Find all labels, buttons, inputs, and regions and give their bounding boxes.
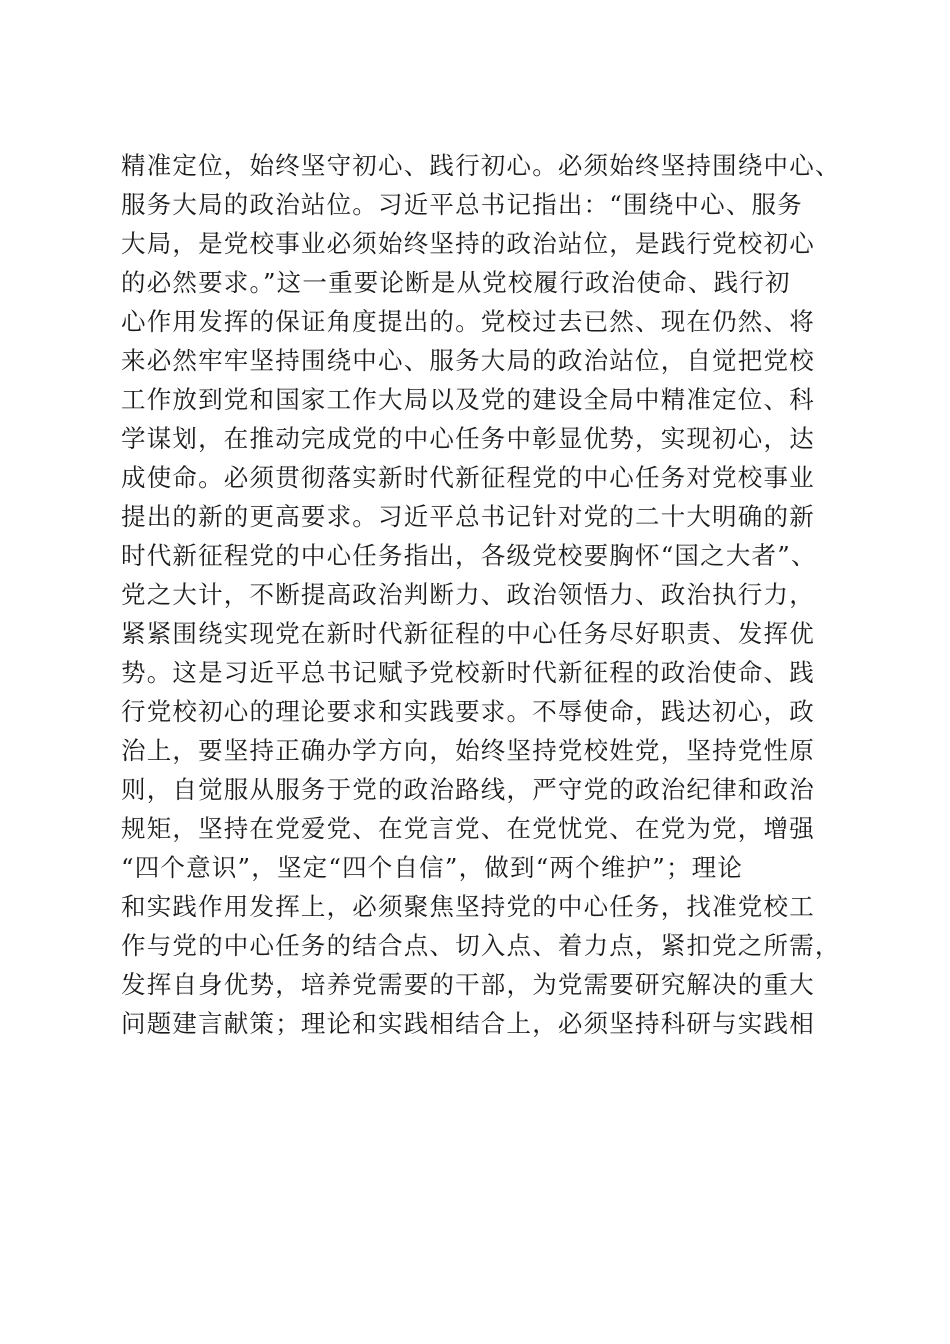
text-line-22: 发挥自身优势，培养党需要的干部，为党需要研究解决的重大 [121,970,815,999]
text-line-11: 时代新征程党的中心任务指出，各级党校要胸怀“国之大者”、 [121,541,817,570]
text-line-8: 学谋划，在推动完成党的中心任务中彰显优势，实现初心，达 [121,424,815,453]
text-line-7: 工作放到党和国家工作大局以及党的建设全局中精准定位、科 [121,385,815,414]
text-line-10: 提出的新的更高要求。习近平总书记针对党的二十大明确的新 [121,502,815,531]
text-line-20: 和实践作用发挥上，必须聚焦坚持党的中心任务，找准党校工 [121,892,815,921]
text-line-6: 来必然牢牢坚持围绕中心、服务大局的政治站位，自觉把党校 [121,346,815,375]
text-line-18: 规矩，坚持在党爱党、在党言党、在党忧党、在党为党，增强 [121,814,815,843]
text-line-17: 则，自觉服从服务于党的政治路线，严守党的政治纪律和政治 [121,775,815,804]
text-line-9: 成使命。必须贯彻落实新时代新征程党的中心任务对党校事业 [121,463,815,492]
text-line-3: 大局，是党校事业必须始终坚持的政治站位，是践行党校初心 [121,229,815,258]
text-line-13: 紧紧围绕实现党在新时代新征程的中心任务尽好职责、发挥优 [121,619,815,648]
text-line-5: 心作用发挥的保证角度提出的。党校过去已然、现在仍然、将 [121,307,815,336]
text-line-23: 问题建言献策；理论和实践相结合上，必须坚持科研与实践相 [121,1009,815,1038]
text-line-21: 作与党的中心任务的结合点、切入点、着力点，紧扣党之所需， [121,931,841,960]
text-line-14: 势。这是习近平总书记赋予党校新时代新征程的政治使命、践 [121,658,815,687]
text-line-2: 服务大局的政治站位。习近平总书记指出：“围绕中心、服务 [121,190,803,219]
text-line-19: “四个意识”，坚定“四个自信”，做到“两个维护”；理论 [121,853,744,882]
text-line-16: 治上，要坚持正确办学方向，始终坚持党校姓党，坚持党性原 [121,736,815,765]
text-line-1: 精准定位，始终坚守初心、践行初心。必须始终坚持围绕中心、 [121,151,841,180]
text-line-15: 行党校初心的理论要求和实践要求。不辱使命，践达初心，政 [121,697,815,726]
text-line-12: 党之大计，不断提高政治判断力、政治领悟力、政治执行力， [121,580,815,609]
text-line-4: 的必然要求。”这一重要论断是从党校履行政治使命、践行初 [121,268,791,297]
body-paragraph [121,146,841,1043]
